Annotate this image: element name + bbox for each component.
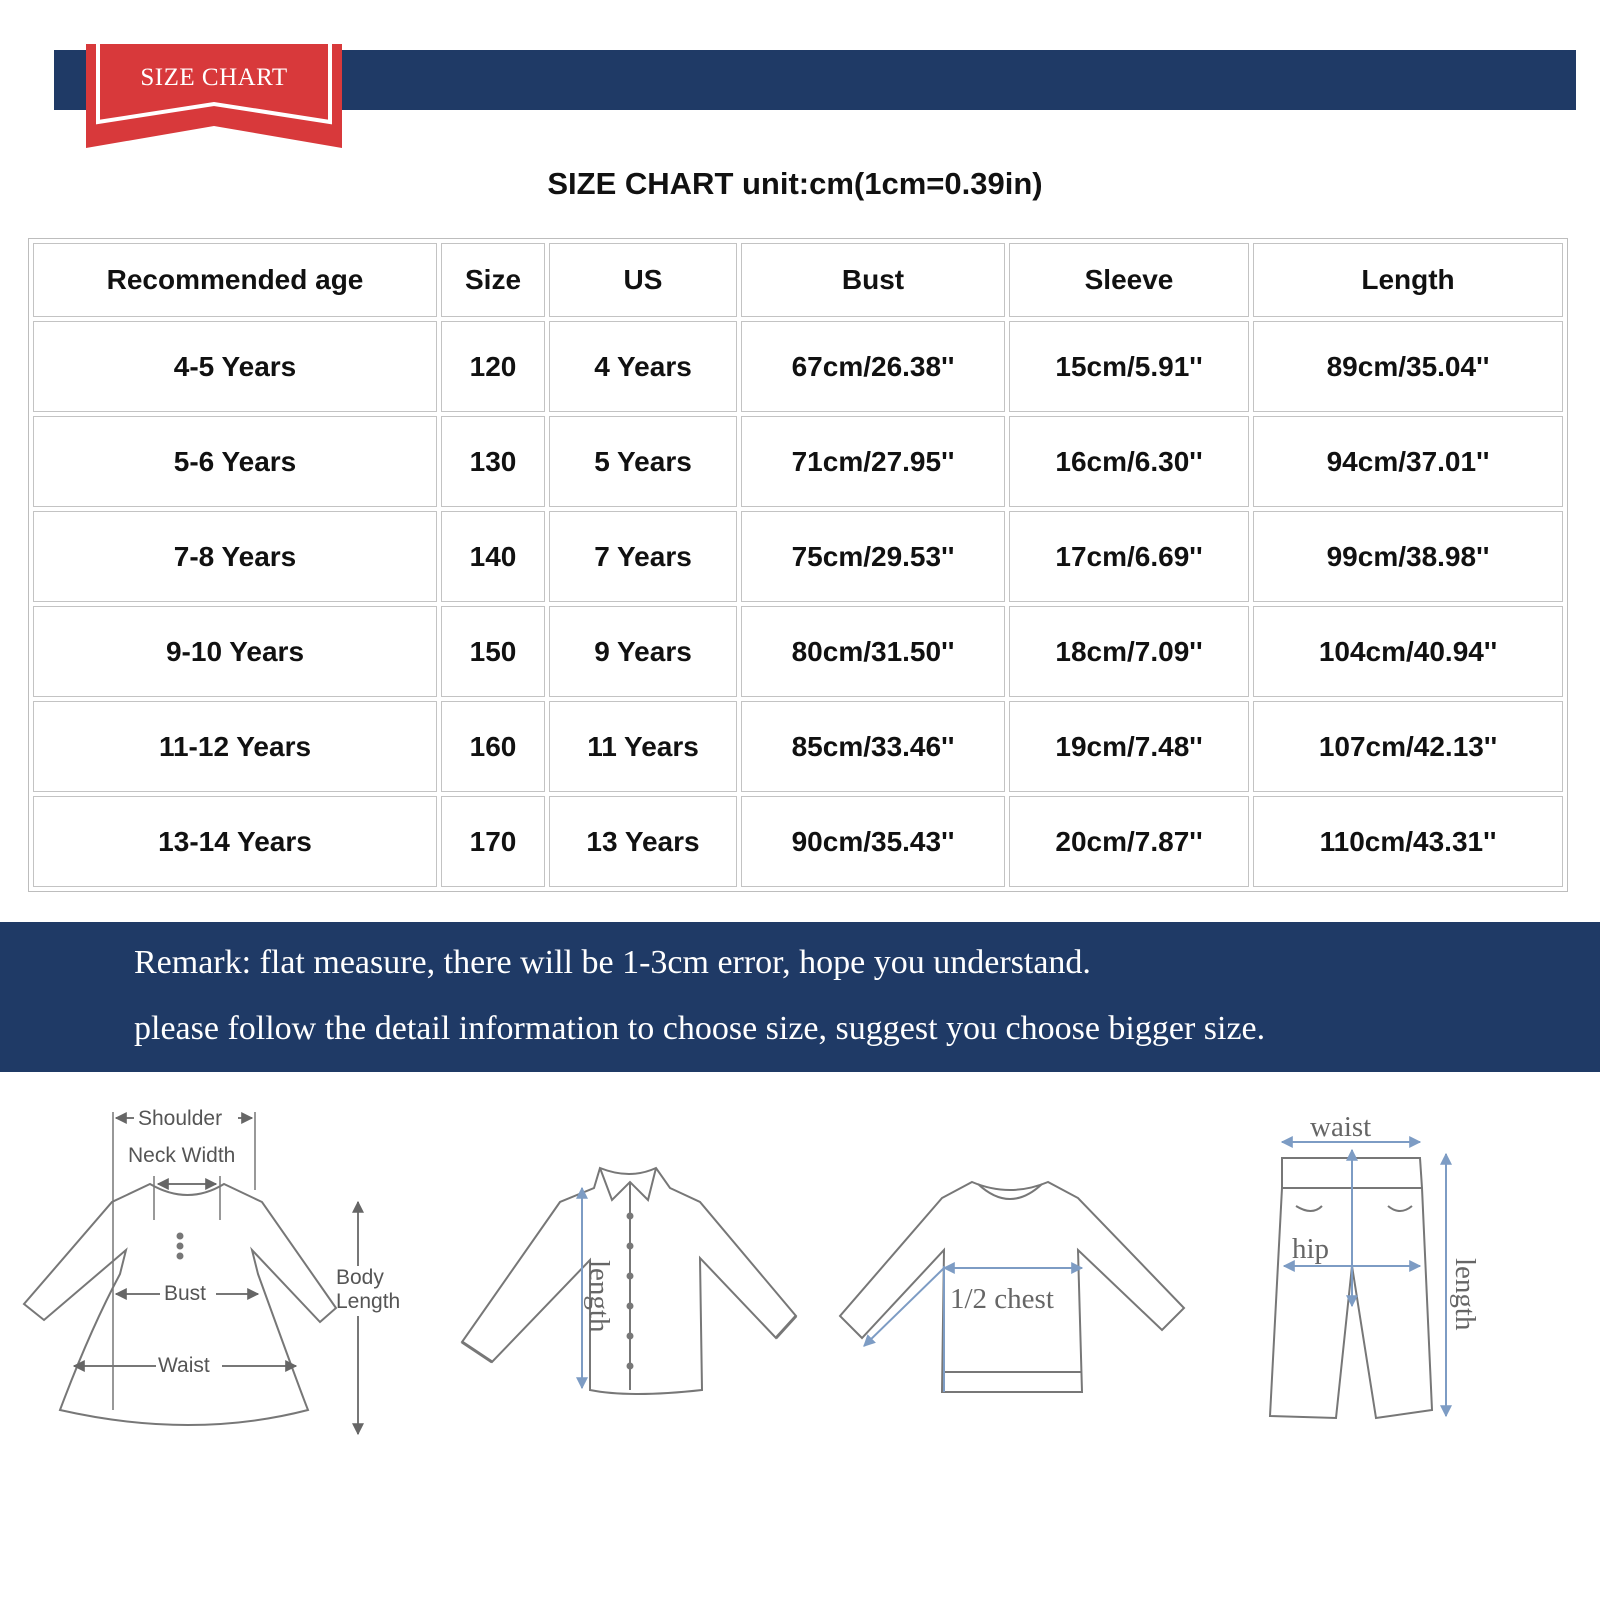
size-chart-ribbon [86,44,342,152]
cell-sleeve: 18cm/7.09'' [1009,606,1249,697]
cell-bust: 90cm/35.43'' [741,796,1005,887]
pants-length-label: length [1449,1258,1481,1331]
cell-length: 94cm/37.01'' [1253,416,1563,507]
header-recommended-age: Recommended age [33,243,437,317]
cell-us: 4 Years [549,321,737,412]
header-sleeve: Sleeve [1009,243,1249,317]
table-row [33,606,1563,697]
cell-sleeve: 20cm/7.87'' [1009,796,1249,887]
cell-size: 160 [441,701,545,792]
cell-us: 5 Years [549,416,737,507]
cell-length: 104cm/40.94'' [1253,606,1563,697]
pants-hip-label: hip [1292,1233,1330,1265]
table-header-row [33,243,1563,317]
cell-bust: 85cm/33.46'' [741,701,1005,792]
cell-age: 11-12 Years [33,701,437,792]
header-length: Length [1253,243,1563,317]
chart-subtitle: SIZE CHART unit:cm(1cm=0.39in) [547,166,1043,201]
table-row [33,416,1563,507]
cell-sleeve: 17cm/6.69'' [1009,511,1249,602]
dress-body-label: Body [336,1266,384,1289]
cell-sleeve: 15cm/5.91'' [1009,321,1249,412]
dress-bust-label: Bust [164,1282,207,1305]
shirt-length-label: length [583,1260,615,1333]
cell-size: 140 [441,511,545,602]
sweater-chest-label: 1/2 chest [950,1283,1054,1315]
table-row [33,511,1563,602]
cell-length: 89cm/35.04'' [1253,321,1563,412]
cell-sleeve: 16cm/6.30'' [1009,416,1249,507]
cell-us: 9 Years [549,606,737,697]
cell-bust: 71cm/27.95'' [741,416,1005,507]
cell-age: 7-8 Years [33,511,437,602]
cell-length: 99cm/38.98'' [1253,511,1563,602]
cell-size: 170 [441,796,545,887]
cell-size: 130 [441,416,545,507]
cell-us: 13 Years [549,796,737,887]
header-bust: Bust [741,243,1005,317]
cell-bust: 80cm/31.50'' [741,606,1005,697]
cell-length: 110cm/43.31'' [1253,796,1563,887]
pants-waist-label: waist [1310,1111,1372,1143]
cell-us: 7 Years [549,511,737,602]
cell-sleeve: 19cm/7.48'' [1009,701,1249,792]
shirt-diagram [462,1168,796,1394]
cell-bust: 67cm/26.38'' [741,321,1005,412]
cell-length: 107cm/42.13'' [1253,701,1563,792]
cell-age: 4-5 Years [33,321,437,412]
dress-waist-label: Waist [158,1354,210,1377]
pants-diagram [1270,1142,1446,1418]
dress-shoulder-label: Shoulder [138,1107,223,1130]
table-row [33,701,1563,792]
cell-size: 150 [441,606,545,697]
table-row [33,796,1563,887]
size-table [28,238,1568,892]
cell-age: 9-10 Years [33,606,437,697]
cell-age: 13-14 Years [33,796,437,887]
dress-length-label: Length [336,1290,401,1313]
measurement-diagrams [0,1090,1600,1450]
cell-age: 5-6 Years [33,416,437,507]
ribbon-label: SIZE CHART [140,64,288,91]
remark-line-1: Remark: flat measure, there will be 1-3cm error, hope you understand. [134,944,1091,981]
header-us: US [549,243,737,317]
dress-neck-width-label: Neck Width [128,1144,236,1167]
remark-line-2: please follow the detail information to choose size, suggest you choose bigger size. [134,1010,1266,1047]
table-row [33,321,1563,412]
header-size: Size [441,243,545,317]
cell-us: 11 Years [549,701,737,792]
remark-band [0,922,1600,1072]
cell-size: 120 [441,321,545,412]
cell-bust: 75cm/29.53'' [741,511,1005,602]
